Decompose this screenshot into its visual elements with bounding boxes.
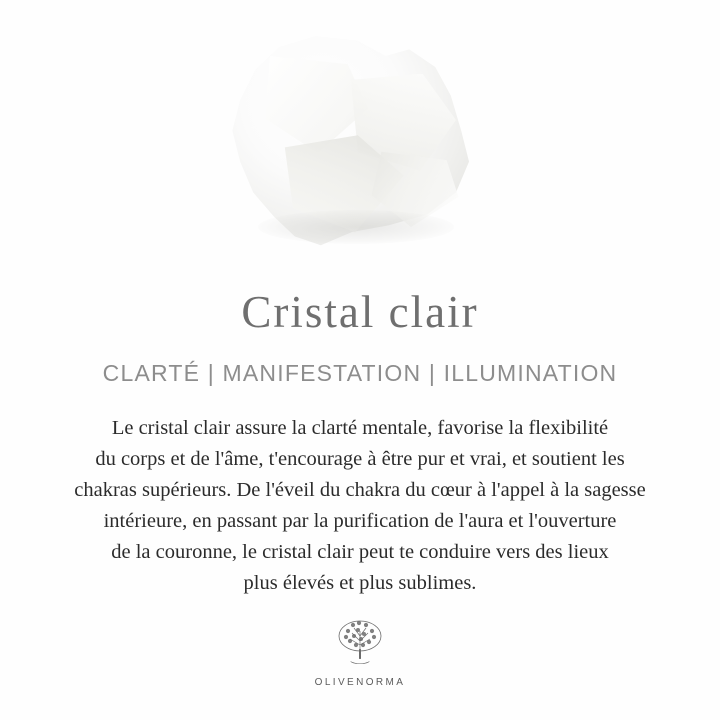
description-line: intérieure, en passant par la purification de l'aura et l'ouverture bbox=[103, 510, 617, 532]
description-line: plus élevés et plus sublimes. bbox=[243, 572, 477, 594]
tree-icon bbox=[328, 617, 392, 675]
crystal-shadow bbox=[258, 210, 454, 244]
page-title: Cristal clair bbox=[241, 287, 479, 337]
brand-name: OLIVENORMA bbox=[314, 677, 406, 688]
description-line: de la couronne, le cristal clair peut te conduire vers des lieux bbox=[111, 541, 609, 563]
keywords-subtitle: CLARTÉ | MANIFESTATION | ILLUMINATION bbox=[102, 360, 618, 386]
description-line: Le cristal clair assure la clarté mentale, favorise la flexibilité bbox=[111, 417, 609, 439]
crystal-image bbox=[222, 34, 482, 254]
crystal-image-area bbox=[0, 0, 720, 280]
description-paragraph bbox=[24, 413, 696, 599]
description-line: du corps et de l'âme, t'encourage à être pur et vrai, et soutient les bbox=[95, 448, 625, 470]
brand-logo bbox=[315, 617, 406, 688]
description-line: chakras supérieurs. De l'éveil du chakra du cœur à l'appel à la sagesse bbox=[74, 479, 646, 501]
